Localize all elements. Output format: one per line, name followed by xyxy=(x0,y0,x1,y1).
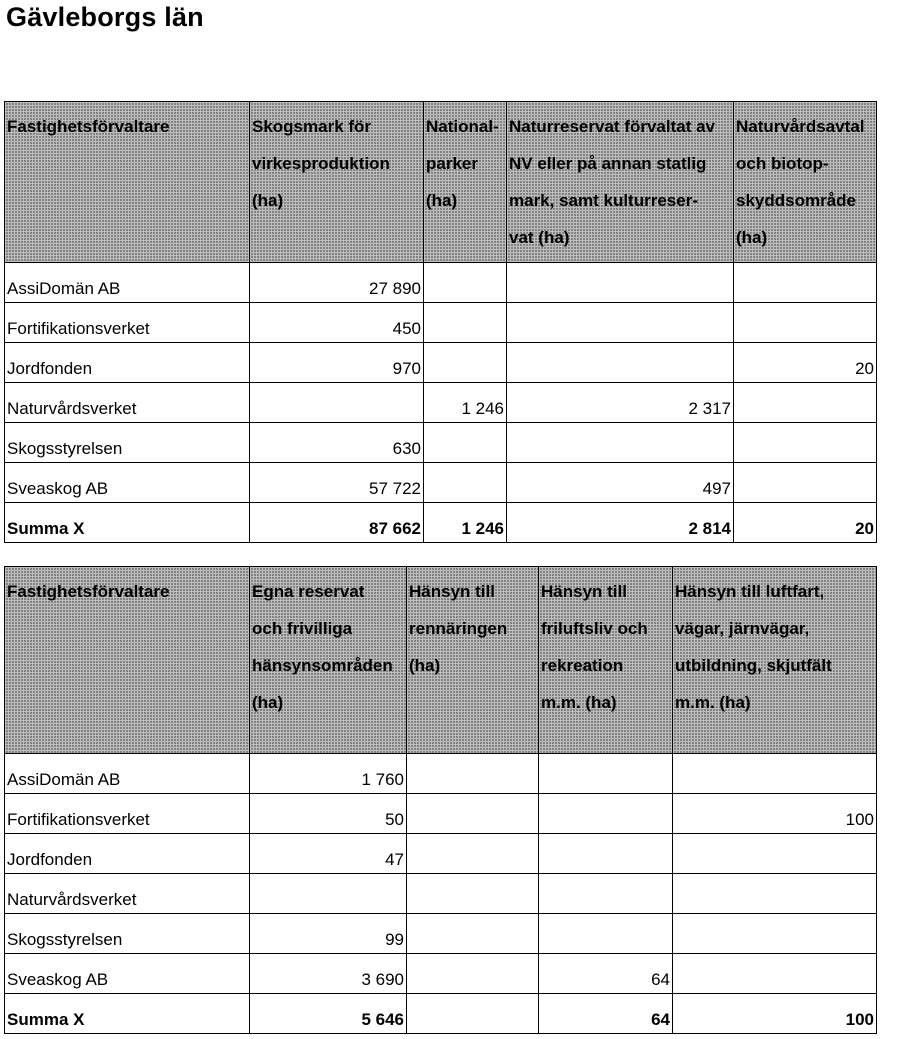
table-row xyxy=(5,423,877,463)
header-cell: Fastighetsförvaltare xyxy=(5,102,250,263)
table-cell xyxy=(424,303,507,343)
header-cell: Hänsyn till luftfart, vägar, järnvägar, utbildning, skjutfält m.m. (ha) xyxy=(673,567,877,754)
table-cell xyxy=(673,754,877,794)
table-cell: Jordfonden xyxy=(5,834,250,874)
table-cell: 5 646 xyxy=(250,994,407,1034)
table-row xyxy=(5,874,877,914)
table-cell: Skogsstyrelsen xyxy=(5,914,250,954)
table-cell xyxy=(734,263,877,303)
table-row xyxy=(5,914,877,954)
table-row xyxy=(5,834,877,874)
header-cell: National- parker (ha) xyxy=(424,102,507,263)
table-cell: 20 xyxy=(734,343,877,383)
table-row xyxy=(5,383,877,423)
forest-land-table xyxy=(4,101,877,543)
table-cell: Sveaskog AB xyxy=(5,463,250,503)
table-cell: Fortifikationsverket xyxy=(5,303,250,343)
table-cell: Summa X xyxy=(5,994,250,1034)
table-cell xyxy=(734,463,877,503)
consideration-areas-table xyxy=(4,566,877,1034)
table-cell xyxy=(734,423,877,463)
table-cell xyxy=(424,343,507,383)
table-cell: 3 690 xyxy=(250,954,407,994)
table-cell xyxy=(407,994,539,1034)
table-header-row xyxy=(5,102,877,263)
table-cell: 1 760 xyxy=(250,754,407,794)
table-cell: 47 xyxy=(250,834,407,874)
table-cell xyxy=(673,914,877,954)
table-cell: AssiDomän AB xyxy=(5,263,250,303)
table-cell: 100 xyxy=(673,794,877,834)
table-cell: Summa X xyxy=(5,503,250,543)
table-cell xyxy=(407,914,539,954)
header-cell: Hänsyn till rennäringen (ha) xyxy=(407,567,539,754)
table-cell: 1 246 xyxy=(424,383,507,423)
table-cell: Naturvårdsverket xyxy=(5,383,250,423)
table-row xyxy=(5,463,877,503)
page-title: Gävleborgs län xyxy=(6,2,204,32)
table-cell: 1 246 xyxy=(424,503,507,543)
table-cell xyxy=(734,303,877,343)
table-cell xyxy=(424,463,507,503)
header-cell: Skogsmark för virkesproduktion (ha) xyxy=(250,102,424,263)
table-cell: 497 xyxy=(507,463,734,503)
table-cell xyxy=(250,383,424,423)
table-cell: Naturvårdsverket xyxy=(5,874,250,914)
table-cell xyxy=(539,754,673,794)
table-cell xyxy=(407,794,539,834)
table-cell xyxy=(507,303,734,343)
table-row xyxy=(5,263,877,303)
table-row xyxy=(5,954,877,994)
table-row xyxy=(5,343,877,383)
table-cell: 100 xyxy=(673,994,877,1034)
table-cell: 27 890 xyxy=(250,263,424,303)
table-cell xyxy=(407,954,539,994)
table-cell: Skogsstyrelsen xyxy=(5,423,250,463)
table-cell: 20 xyxy=(734,503,877,543)
table-cell: Fortifikationsverket xyxy=(5,794,250,834)
table-cell xyxy=(407,754,539,794)
table-cell: 64 xyxy=(539,954,673,994)
header-cell: Hänsyn till friluftsliv och rekreation m.m. (ha) xyxy=(539,567,673,754)
table-header-row xyxy=(5,567,877,754)
table-cell xyxy=(673,874,877,914)
table-cell: 99 xyxy=(250,914,407,954)
table-cell: 630 xyxy=(250,423,424,463)
summary-row xyxy=(5,503,877,543)
summary-row xyxy=(5,994,877,1034)
table-cell xyxy=(507,343,734,383)
table-cell xyxy=(539,834,673,874)
table-cell: 970 xyxy=(250,343,424,383)
table-cell: 57 722 xyxy=(250,463,424,503)
table-cell xyxy=(673,954,877,994)
header-cell: Egna reservat och frivilliga hänsynsområden (ha) xyxy=(250,567,407,754)
header-cell: Naturreservat förvaltat av NV eller på annan statlig mark, samt kulturreser- vat (ha) xyxy=(507,102,734,263)
table-cell xyxy=(407,874,539,914)
table-row xyxy=(5,754,877,794)
table-cell xyxy=(507,423,734,463)
table-cell xyxy=(539,794,673,834)
table-cell xyxy=(673,834,877,874)
table-cell: 64 xyxy=(539,994,673,1034)
header-cell: Fastighetsförvaltare xyxy=(5,567,250,754)
table-cell: 450 xyxy=(250,303,424,343)
table-cell xyxy=(734,383,877,423)
table-cell xyxy=(424,423,507,463)
table-row xyxy=(5,303,877,343)
table-cell: 87 662 xyxy=(250,503,424,543)
table-cell xyxy=(250,874,407,914)
table-cell xyxy=(507,263,734,303)
table-cell: 2 814 xyxy=(507,503,734,543)
table-cell xyxy=(539,874,673,914)
table-cell: Sveaskog AB xyxy=(5,954,250,994)
table-cell: AssiDomän AB xyxy=(5,754,250,794)
table-row xyxy=(5,794,877,834)
table-cell: 50 xyxy=(250,794,407,834)
table-cell: Jordfonden xyxy=(5,343,250,383)
table-cell xyxy=(424,263,507,303)
table-cell: 2 317 xyxy=(507,383,734,423)
table-cell xyxy=(407,834,539,874)
table-cell xyxy=(539,914,673,954)
header-cell: Naturvårdsavtal och biotop- skyddsområde (ha) xyxy=(734,102,877,263)
